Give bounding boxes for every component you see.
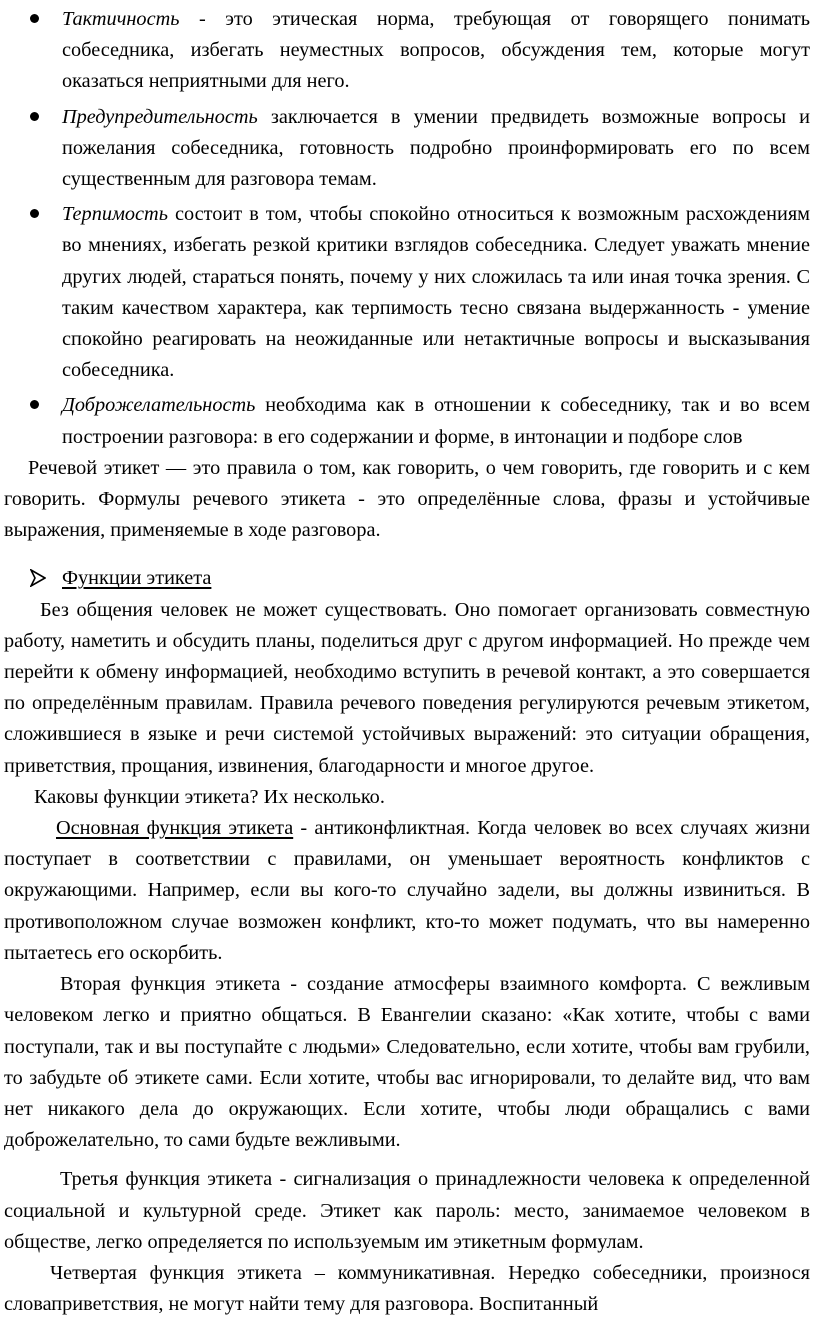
list-item-tolerance bbox=[0, 199, 816, 386]
section-heading bbox=[0, 563, 816, 594]
bullet-icon bbox=[30, 400, 39, 409]
bullet-icon bbox=[30, 14, 39, 23]
paragraph-main-function bbox=[0, 813, 816, 969]
definition-tactfulness: - это этическая норма, требующая от говорящего понимать собеседника, избегать неуместных вопросов, обсуждения тем, которые могут оказаться неприятными для него. bbox=[62, 8, 810, 93]
definition-foresight: заключается в умении предвидеть возможные вопросы и пожелания собеседника, готовность подробно проинформировать его по всем существенным для разговора темам. bbox=[62, 105, 810, 191]
paragraph-intro: Без общения человек не может существовать. Оно помогает организовать совместную работу, наметить и обсудить планы, поделиться друг с другом информацией. Но прежде чем перейти к обмену информацией, необходимо вступить в речевой контакт, а это совершается по определённым правилам. Правила речевого поведения регулируются речевым этикетом, сложившиеся в языке и речи системой устойчивых выражений: это ситуации обращения, приветствия, прощания, извинения, благодарности и многое другое. bbox=[4, 598, 810, 777]
qualities-list bbox=[0, 4, 816, 453]
main-function-label: Основная функция этикета bbox=[56, 817, 294, 840]
paragraph-fourth-function: Четвертая функция этикета – коммуникативная. Нередко собеседники, произнося словаприветствия, не могут найти тему для разговора. Воспитанный bbox=[4, 1261, 810, 1316]
section-heading-text: Функции этикета bbox=[62, 567, 212, 590]
list-item-goodwill bbox=[0, 390, 816, 452]
term-foresight: Предупредительность bbox=[62, 105, 258, 128]
term-tactfulness: Тактичность bbox=[62, 8, 180, 30]
bullet-icon bbox=[30, 209, 39, 218]
paragraph-speech-etiquette: Речевой этикет — это правила о том, как говорить, о чем говорить, где говорить и с кем говорить. Формулы речевого этикета - это определённые слова, фразы и устойчивые выражения, применяемые в ходе разговора. bbox=[4, 456, 810, 542]
bullet-icon bbox=[30, 112, 39, 121]
main-function-text: - антиконфликтная. Когда человек во всех случаях жизни поступает в соответствии с правилами, он уменьшает вероятность конфликтов с окружающими. Например, если вы кого-то случайно задели, вы должны извиниться. В противоположном случае возможен конфликт, кто-то может подумать, что вы намеренно пытаетесь его оскорбить. bbox=[4, 817, 810, 964]
term-goodwill: Доброжелательность bbox=[62, 394, 256, 417]
list-item-tactfulness bbox=[0, 4, 816, 98]
term-tolerance: Терпимость bbox=[62, 203, 168, 226]
definition-goodwill: необходима как в отношении к собеседнику, так и во всем построении разговора: в его содержании и форме, в интонации и подборе слов bbox=[62, 394, 810, 448]
arrow-bullet-icon bbox=[30, 569, 46, 587]
paragraph-question: Каковы функции этикета? Их несколько. bbox=[34, 785, 385, 808]
paragraph-second-function: Вторая функция этикета - создание атмосферы взаимного комфорта. С вежливым человеком легко и приятно общаться. В Евангелии сказано: «Как хотите, чтобы с вами поступали, так и вы поступайте с людьми» Следовательно, если хотите, чтобы вам грубили, то забудьте об этикете сами. Если хотите, чтобы вас игнорировали, то делайте вид, что вам нет никакого дела до окружающих. Если хотите, чтобы люди обращались с вами доброжелательно, то сами будьте вежливыми. bbox=[4, 973, 810, 1152]
definition-tolerance: состоит в том, чтобы спокойно относиться к возможным расхождениям во мнениях, избегать резкой критики взглядов собеседника. Следует уважать мнение других людей, стараться понять, почему у них сложилась та или иная точка зрения. С таким качеством характера, как терпимость тесно связана выдержанность - умение спокойно реагировать на неожиданные или нетактичные вопросы и высказывания собеседника. bbox=[62, 203, 810, 382]
paragraph-third-function: Третья функция этикета - сигнализация о принадлежности человека к определенной социальной и культурной среде. Этикет как пароль: место, занимаемое человеком в обществе, легко определяется по используемым им этикетным формулам. bbox=[4, 1168, 810, 1253]
list-item-foresight bbox=[0, 102, 816, 196]
